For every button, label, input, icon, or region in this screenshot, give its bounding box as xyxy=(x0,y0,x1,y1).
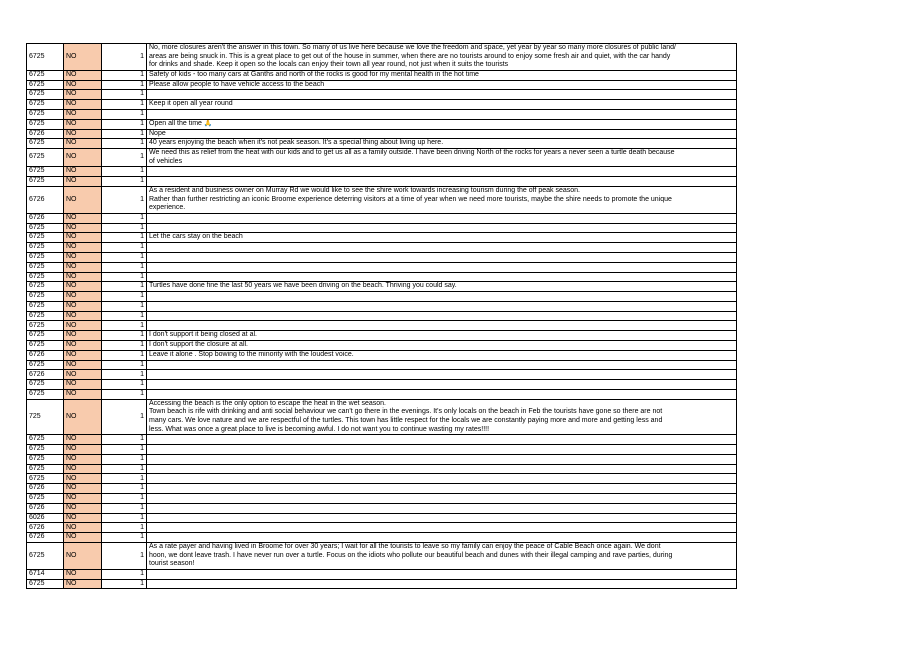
answer-cell[interactable]: NO xyxy=(64,513,102,523)
postcode-cell[interactable]: 6725 xyxy=(27,454,64,464)
postcode-cell[interactable]: 6726 xyxy=(27,350,64,360)
comment-cell[interactable] xyxy=(147,484,737,494)
count-cell[interactable]: 1 xyxy=(102,494,147,504)
table-row xyxy=(27,272,737,282)
comment-cell[interactable]: Accessing the beach is the only option to escape the heat in the wet season. Town beach is rife with drinking and anti social behaviour we can't go there in the evenings. It's only locals on the beach in Feb the tourists have gone so there are not many cars. We love nature and we are respectful of the turtles. This town has little respect for the locals we are constantly paying more and more and getting less and less. What was once a great place to live is becoming awful. I do not want you to continue wasting my rates!!!! xyxy=(147,399,737,434)
comment-cell[interactable] xyxy=(147,223,737,233)
count-cell[interactable]: 1 xyxy=(102,90,147,100)
table-row xyxy=(27,139,737,149)
table-row xyxy=(27,223,737,233)
comment-cell[interactable]: Keep it open all year round xyxy=(147,100,737,110)
postcode-cell[interactable]: 6726 xyxy=(27,213,64,223)
count-cell[interactable]: 1 xyxy=(102,243,147,253)
answer-cell[interactable]: NO xyxy=(64,321,102,331)
answer-cell[interactable]: NO xyxy=(64,523,102,533)
table-row xyxy=(27,474,737,484)
table-row xyxy=(27,503,737,513)
answer-cell[interactable]: NO xyxy=(64,243,102,253)
postcode-cell[interactable]: 6725 xyxy=(27,167,64,177)
table-row xyxy=(27,350,737,360)
table-row xyxy=(27,186,737,213)
table-row xyxy=(27,543,737,570)
answer-cell[interactable]: NO xyxy=(64,399,102,434)
count-cell[interactable]: 1 xyxy=(102,435,147,445)
answer-cell[interactable]: NO xyxy=(64,331,102,341)
answer-cell[interactable]: NO xyxy=(64,360,102,370)
count-cell[interactable]: 1 xyxy=(102,292,147,302)
comment-cell[interactable]: We need this as relief from the heat with our kids and to get us all as a family outside. I have been driving North of the rocks for years a never seen a turtle death because of vehicles xyxy=(147,149,737,167)
comment-cell[interactable]: 40 years enjoying the beach when it's not peak season. It's a special thing about living up here. xyxy=(147,139,737,149)
postcode-cell[interactable]: 6725 xyxy=(27,341,64,351)
count-cell[interactable]: 1 xyxy=(102,331,147,341)
comment-cell[interactable]: Turtles have done fine the last 50 years we have been driving on the beach. Thriving you could say. xyxy=(147,282,737,292)
answer-cell[interactable]: NO xyxy=(64,503,102,513)
comment-cell[interactable] xyxy=(147,370,737,380)
table-row xyxy=(27,243,737,253)
table-row xyxy=(27,292,737,302)
answer-cell[interactable]: NO xyxy=(64,90,102,100)
comment-cell[interactable] xyxy=(147,435,737,445)
count-cell[interactable]: 1 xyxy=(102,474,147,484)
comment-cell[interactable] xyxy=(147,513,737,523)
postcode-cell[interactable]: 6726 xyxy=(27,503,64,513)
answer-cell[interactable]: NO xyxy=(64,282,102,292)
table-row xyxy=(27,454,737,464)
count-cell[interactable]: 1 xyxy=(102,390,147,400)
postcode-cell[interactable]: 6725 xyxy=(27,109,64,119)
count-cell[interactable]: 1 xyxy=(102,70,147,80)
comment-cell[interactable] xyxy=(147,380,737,390)
table-row xyxy=(27,464,737,474)
answer-cell[interactable]: NO xyxy=(64,292,102,302)
comment-cell[interactable] xyxy=(147,109,737,119)
comment-cell[interactable] xyxy=(147,503,737,513)
count-cell[interactable]: 1 xyxy=(102,341,147,351)
comment-cell[interactable] xyxy=(147,311,737,321)
answer-cell[interactable]: NO xyxy=(64,252,102,262)
table-row xyxy=(27,149,737,167)
table-row xyxy=(27,44,737,71)
comment-cell[interactable] xyxy=(147,390,737,400)
postcode-cell[interactable]: 6725 xyxy=(27,474,64,484)
count-cell[interactable]: 1 xyxy=(102,213,147,223)
comment-cell[interactable] xyxy=(147,243,737,253)
table-row xyxy=(27,80,737,90)
comment-cell[interactable]: No, more closures aren't the answer in this town. So many of us live here because we love the freedom and space, yet year by year so many more closures of public land/ areas are being snuck in. This is a great place to get out of the house in summer, when there are no tourists around to enjoy some fresh air and quiet, with the car handy for drinks and shade. Keep it open so the locals can enjoy their town all year round, not just when it suits the tourists xyxy=(147,44,737,71)
postcode-cell[interactable]: 6725 xyxy=(27,44,64,71)
count-cell[interactable]: 1 xyxy=(102,119,147,129)
count-cell[interactable]: 1 xyxy=(102,311,147,321)
answer-cell[interactable]: NO xyxy=(64,70,102,80)
postcode-cell[interactable]: 6725 xyxy=(27,243,64,253)
postcode-cell[interactable]: 6725 xyxy=(27,331,64,341)
postcode-cell[interactable]: 6725 xyxy=(27,139,64,149)
comment-cell[interactable] xyxy=(147,533,737,543)
table-row xyxy=(27,100,737,110)
comment-cell[interactable] xyxy=(147,167,737,177)
postcode-cell[interactable]: 6725 xyxy=(27,380,64,390)
answer-cell[interactable]: NO xyxy=(64,129,102,139)
comment-cell[interactable] xyxy=(147,464,737,474)
count-cell[interactable]: 1 xyxy=(102,484,147,494)
postcode-cell[interactable]: 6725 xyxy=(27,252,64,262)
answer-cell[interactable]: NO xyxy=(64,44,102,71)
table-row xyxy=(27,262,737,272)
comment-cell[interactable]: As a rate payer and having lived in Broome for over 30 years; I wait for all the tourists to leave so my family can enjoy the peace of Cable Beach once again. We dont hoon, we dont leave trash. I have never run over a turtle. Focus on the idiots who pollute our beautiful beach and dunes with their illegal camping and rave parties, during tourist season! xyxy=(147,543,737,570)
answer-cell[interactable]: NO xyxy=(64,454,102,464)
postcode-cell[interactable]: 6725 xyxy=(27,80,64,90)
postcode-cell[interactable]: 6726 xyxy=(27,484,64,494)
answer-cell[interactable]: NO xyxy=(64,80,102,90)
postcode-cell[interactable]: 6725 xyxy=(27,70,64,80)
comment-cell[interactable]: As a resident and business owner on Murray Rd we would like to see the shire work towards increasing tourism during the off peak season. Rather than further restricting an iconic Broome experience deterring visitors at a time of year when we need more tourists, maybe the shire needs to promote the unique experience. xyxy=(147,186,737,213)
comment-cell[interactable]: Nope xyxy=(147,129,737,139)
comment-cell[interactable] xyxy=(147,301,737,311)
comment-cell[interactable]: I don't support it being closed at al. xyxy=(147,331,737,341)
count-cell[interactable]: 1 xyxy=(102,321,147,331)
table-row xyxy=(27,119,737,129)
count-cell[interactable]: 1 xyxy=(102,533,147,543)
answer-cell[interactable]: NO xyxy=(64,445,102,455)
count-cell[interactable]: 1 xyxy=(102,380,147,390)
table-row xyxy=(27,109,737,119)
survey-response-table xyxy=(26,43,737,589)
table-row xyxy=(27,90,737,100)
answer-cell[interactable]: NO xyxy=(64,569,102,579)
count-cell[interactable]: 1 xyxy=(102,503,147,513)
postcode-cell[interactable]: 6725 xyxy=(27,90,64,100)
answer-cell[interactable]: NO xyxy=(64,139,102,149)
postcode-cell[interactable]: 6725 xyxy=(27,543,64,570)
table-row xyxy=(27,177,737,187)
table-row xyxy=(27,484,737,494)
table-row xyxy=(27,435,737,445)
comment-cell[interactable] xyxy=(147,454,737,464)
postcode-cell[interactable]: 6725 xyxy=(27,100,64,110)
postcode-cell[interactable]: 6725 xyxy=(27,390,64,400)
table-row xyxy=(27,523,737,533)
postcode-cell[interactable]: 6725 xyxy=(27,119,64,129)
answer-cell[interactable]: NO xyxy=(64,213,102,223)
postcode-cell[interactable]: 725 xyxy=(27,399,64,434)
answer-cell[interactable]: NO xyxy=(64,233,102,243)
comment-cell[interactable] xyxy=(147,321,737,331)
comment-cell[interactable] xyxy=(147,272,737,282)
table-row xyxy=(27,445,737,455)
postcode-cell[interactable]: 6725 xyxy=(27,360,64,370)
count-cell[interactable]: 1 xyxy=(102,523,147,533)
count-cell[interactable]: 1 xyxy=(102,262,147,272)
count-cell[interactable]: 1 xyxy=(102,129,147,139)
postcode-cell[interactable]: 6726 xyxy=(27,533,64,543)
count-cell[interactable]: 1 xyxy=(102,233,147,243)
answer-cell[interactable]: NO xyxy=(64,474,102,484)
postcode-cell[interactable]: 6725 xyxy=(27,464,64,474)
count-cell[interactable]: 1 xyxy=(102,272,147,282)
postcode-cell[interactable]: 6725 xyxy=(27,445,64,455)
count-cell[interactable]: 1 xyxy=(102,186,147,213)
answer-cell[interactable]: NO xyxy=(64,464,102,474)
postcode-cell[interactable]: 6725 xyxy=(27,579,64,589)
comment-cell[interactable] xyxy=(147,445,737,455)
table-body xyxy=(27,44,737,589)
table-row xyxy=(27,513,737,523)
table-row xyxy=(27,399,737,434)
count-cell[interactable]: 1 xyxy=(102,139,147,149)
table-row xyxy=(27,390,737,400)
comment-cell[interactable] xyxy=(147,474,737,484)
count-cell[interactable]: 1 xyxy=(102,543,147,570)
answer-cell[interactable]: NO xyxy=(64,533,102,543)
answer-cell[interactable]: NO xyxy=(64,435,102,445)
comment-cell[interactable] xyxy=(147,523,737,533)
comment-cell[interactable]: Please allow people to have vehicle access to the beach xyxy=(147,80,737,90)
comment-cell[interactable] xyxy=(147,360,737,370)
comment-cell[interactable] xyxy=(147,262,737,272)
postcode-cell[interactable]: 6726 xyxy=(27,186,64,213)
count-cell[interactable]: 1 xyxy=(102,80,147,90)
postcode-cell[interactable]: 6026 xyxy=(27,513,64,523)
comment-cell[interactable] xyxy=(147,90,737,100)
table-row xyxy=(27,301,737,311)
count-cell[interactable]: 1 xyxy=(102,44,147,71)
postcode-cell[interactable]: 6725 xyxy=(27,435,64,445)
table-row xyxy=(27,167,737,177)
answer-cell[interactable]: NO xyxy=(64,109,102,119)
count-cell[interactable]: 1 xyxy=(102,149,147,167)
postcode-cell[interactable]: 6725 xyxy=(27,282,64,292)
postcode-cell[interactable]: 6725 xyxy=(27,494,64,504)
answer-cell[interactable]: NO xyxy=(64,380,102,390)
table-row xyxy=(27,233,737,243)
answer-cell[interactable]: NO xyxy=(64,341,102,351)
answer-cell[interactable]: NO xyxy=(64,167,102,177)
table-row xyxy=(27,213,737,223)
table-row xyxy=(27,282,737,292)
postcode-cell[interactable]: 6726 xyxy=(27,370,64,380)
count-cell[interactable]: 1 xyxy=(102,167,147,177)
answer-cell[interactable]: NO xyxy=(64,390,102,400)
postcode-cell[interactable]: 6725 xyxy=(27,233,64,243)
postcode-cell[interactable]: 6725 xyxy=(27,272,64,282)
table-row xyxy=(27,341,737,351)
table-row xyxy=(27,579,737,589)
postcode-cell[interactable]: 6726 xyxy=(27,129,64,139)
comment-cell[interactable]: Leave it alone . Stop bowing to the minority with the loudest voice. xyxy=(147,350,737,360)
comment-cell[interactable]: Open all the time 🙏 xyxy=(147,119,737,129)
count-cell[interactable]: 1 xyxy=(102,569,147,579)
comment-cell[interactable] xyxy=(147,252,737,262)
table-row xyxy=(27,533,737,543)
count-cell[interactable]: 1 xyxy=(102,399,147,434)
answer-cell[interactable]: NO xyxy=(64,543,102,570)
answer-cell[interactable]: NO xyxy=(64,350,102,360)
table-row xyxy=(27,252,737,262)
table-row xyxy=(27,321,737,331)
count-cell[interactable]: 1 xyxy=(102,223,147,233)
postcode-cell[interactable]: 6726 xyxy=(27,523,64,533)
postcode-cell[interactable]: 6725 xyxy=(27,177,64,187)
count-cell[interactable]: 1 xyxy=(102,445,147,455)
postcode-cell[interactable]: 6725 xyxy=(27,301,64,311)
answer-cell[interactable]: NO xyxy=(64,301,102,311)
comment-cell[interactable]: Safety of kids - too many cars at Ganths and north of the rocks is good for my mental health in the hot time xyxy=(147,70,737,80)
table-row xyxy=(27,494,737,504)
answer-cell[interactable]: NO xyxy=(64,100,102,110)
count-cell[interactable]: 1 xyxy=(102,252,147,262)
postcode-cell[interactable]: 6725 xyxy=(27,262,64,272)
count-cell[interactable]: 1 xyxy=(102,579,147,589)
count-cell[interactable]: 1 xyxy=(102,301,147,311)
answer-cell[interactable]: NO xyxy=(64,494,102,504)
table-row xyxy=(27,569,737,579)
comment-cell[interactable] xyxy=(147,292,737,302)
answer-cell[interactable]: NO xyxy=(64,272,102,282)
postcode-cell[interactable]: 6725 xyxy=(27,292,64,302)
count-cell[interactable]: 1 xyxy=(102,370,147,380)
answer-cell[interactable]: NO xyxy=(64,262,102,272)
answer-cell[interactable]: NO xyxy=(64,223,102,233)
count-cell[interactable]: 1 xyxy=(102,282,147,292)
table-row xyxy=(27,311,737,321)
table-row xyxy=(27,370,737,380)
count-cell[interactable]: 1 xyxy=(102,109,147,119)
answer-cell[interactable]: NO xyxy=(64,484,102,494)
answer-cell[interactable]: NO xyxy=(64,370,102,380)
answer-cell[interactable]: NO xyxy=(64,119,102,129)
answer-cell[interactable]: NO xyxy=(64,177,102,187)
comment-cell[interactable]: I don't support the closure at all. xyxy=(147,341,737,351)
table-row xyxy=(27,70,737,80)
comment-cell[interactable] xyxy=(147,569,737,579)
count-cell[interactable]: 1 xyxy=(102,513,147,523)
answer-cell[interactable]: NO xyxy=(64,186,102,213)
count-cell[interactable]: 1 xyxy=(102,350,147,360)
comment-cell[interactable] xyxy=(147,213,737,223)
count-cell[interactable]: 1 xyxy=(102,464,147,474)
comment-cell[interactable] xyxy=(147,494,737,504)
answer-cell[interactable]: NO xyxy=(64,579,102,589)
postcode-cell[interactable]: 6725 xyxy=(27,223,64,233)
count-cell[interactable]: 1 xyxy=(102,177,147,187)
answer-cell[interactable]: NO xyxy=(64,311,102,321)
count-cell[interactable]: 1 xyxy=(102,100,147,110)
postcode-cell[interactable]: 6714 xyxy=(27,569,64,579)
postcode-cell[interactable]: 6725 xyxy=(27,311,64,321)
comment-cell[interactable] xyxy=(147,579,737,589)
comment-cell[interactable]: Let the cars stay on the beach xyxy=(147,233,737,243)
answer-cell[interactable]: NO xyxy=(64,149,102,167)
count-cell[interactable]: 1 xyxy=(102,454,147,464)
postcode-cell[interactable]: 6725 xyxy=(27,321,64,331)
table-row xyxy=(27,331,737,341)
table-row xyxy=(27,380,737,390)
postcode-cell[interactable]: 6725 xyxy=(27,149,64,167)
table-row xyxy=(27,129,737,139)
count-cell[interactable]: 1 xyxy=(102,360,147,370)
table-row xyxy=(27,360,737,370)
comment-cell[interactable] xyxy=(147,177,737,187)
